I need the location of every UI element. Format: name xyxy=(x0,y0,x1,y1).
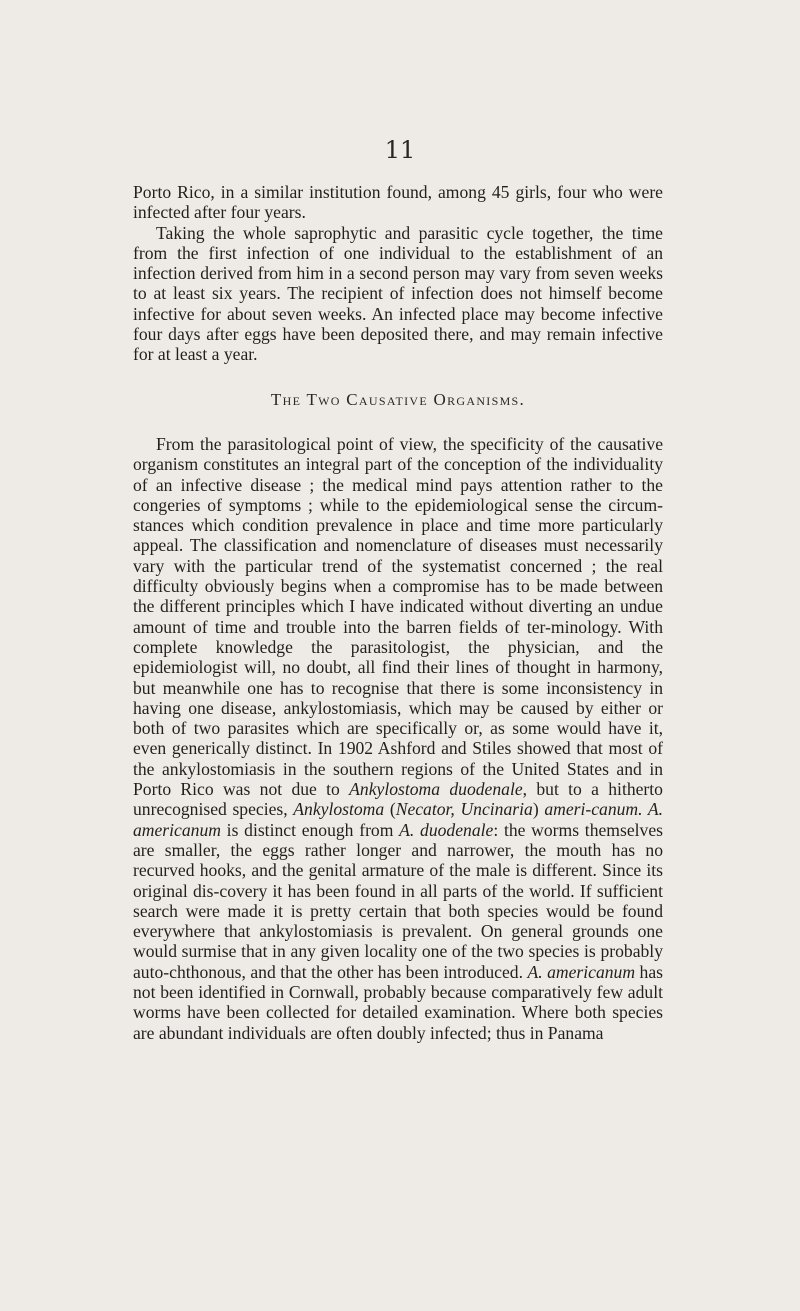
text-run: has not been identified in Cornwall, probably because comparatively few adult worms have been collected for detailed examination. Where both species are abundant individuals are often doubly infected; thus in Panama xyxy=(133,961,663,1043)
species-name: Ankylostoma xyxy=(293,799,385,820)
body-text xyxy=(133,182,663,1043)
species-name: Ankylostoma duodenale xyxy=(349,779,523,800)
species-name: A. duodenale xyxy=(399,819,494,840)
paragraph-saprophytic-cycle: Taking the whole saprophytic and parasitic cycle together, the time from the first infection of one individual to the establishment of an infection derived from him in a second person may vary from seven weeks to at least six years. The recipient of infection does not himself become infective for about seven weeks. An infected place may become infective four days after eggs have been deposited there, and may remain infective for at least a year. xyxy=(133,222,663,365)
text-run: From the parasitological point of view, the specificity of the causative organism constitutes an integral part of the conception of the individuality of an infective disease ; the medical mind pays attention rather to the congeries of symptoms ; while to the epidemiological sense the circum-stances which condition prevalence in place and time more particularly appeal. The classification and nomenclature of diseases must necessarily vary with the particular trend of the systematist concerned ; the real difficulty obviously begins when a compromise has to be made between the different principles which I have indicated without diverting an undue amount of time and trouble into the barren fields of ter-minology. With complete knowledge the parasitologist, the physician, and the epidemiologist will, no doubt, all find their lines of thought in harmony, but meanwhile one has to recognise that there is some inconsistency in having one disease, ankylostomiasis, which may be caused by either or both of two parasites which are specifically or, as some would have it, even generically distinct. In 1902 Ashford and Stiles showed that most of the ankylostomiasis in the southern regions of the United States and in Porto Rico was not due to xyxy=(133,433,663,800)
text-run: : the worms themselves are smaller, the eggs rather longer and narrower, the mouth has no recurved hooks, and the genital armature of the male is different. Since its original dis-covery it has been found in all parts of the world. If sufficient search were made it is pretty certain that both species would be found everywhere that ankylostomiasis is prevalent. On general grounds one would surmise that in any given locality one of the two species is probably auto-chthonous, and that the other has been introduced. xyxy=(133,819,663,982)
text-run: , but to a hitherto unrecognised species, xyxy=(133,779,663,820)
page-number: 11 xyxy=(384,136,416,164)
paragraph-causative-organisms xyxy=(133,434,663,1043)
section-heading: The Two Causative Organisms. xyxy=(270,389,526,409)
genus-synonyms: Necator, Uncinaria xyxy=(395,799,533,820)
text-run: ( xyxy=(384,799,396,820)
species-name: A. americanum xyxy=(527,961,636,982)
text-run: is distinct enough from xyxy=(220,819,400,840)
paragraph-porto-rico: Porto Rico, in a similar institution found, among 45 girls, four who were infected after four years. xyxy=(133,182,663,223)
text-run: ) xyxy=(532,799,545,820)
species-name: ameri-canum. A. americanum xyxy=(133,799,664,840)
